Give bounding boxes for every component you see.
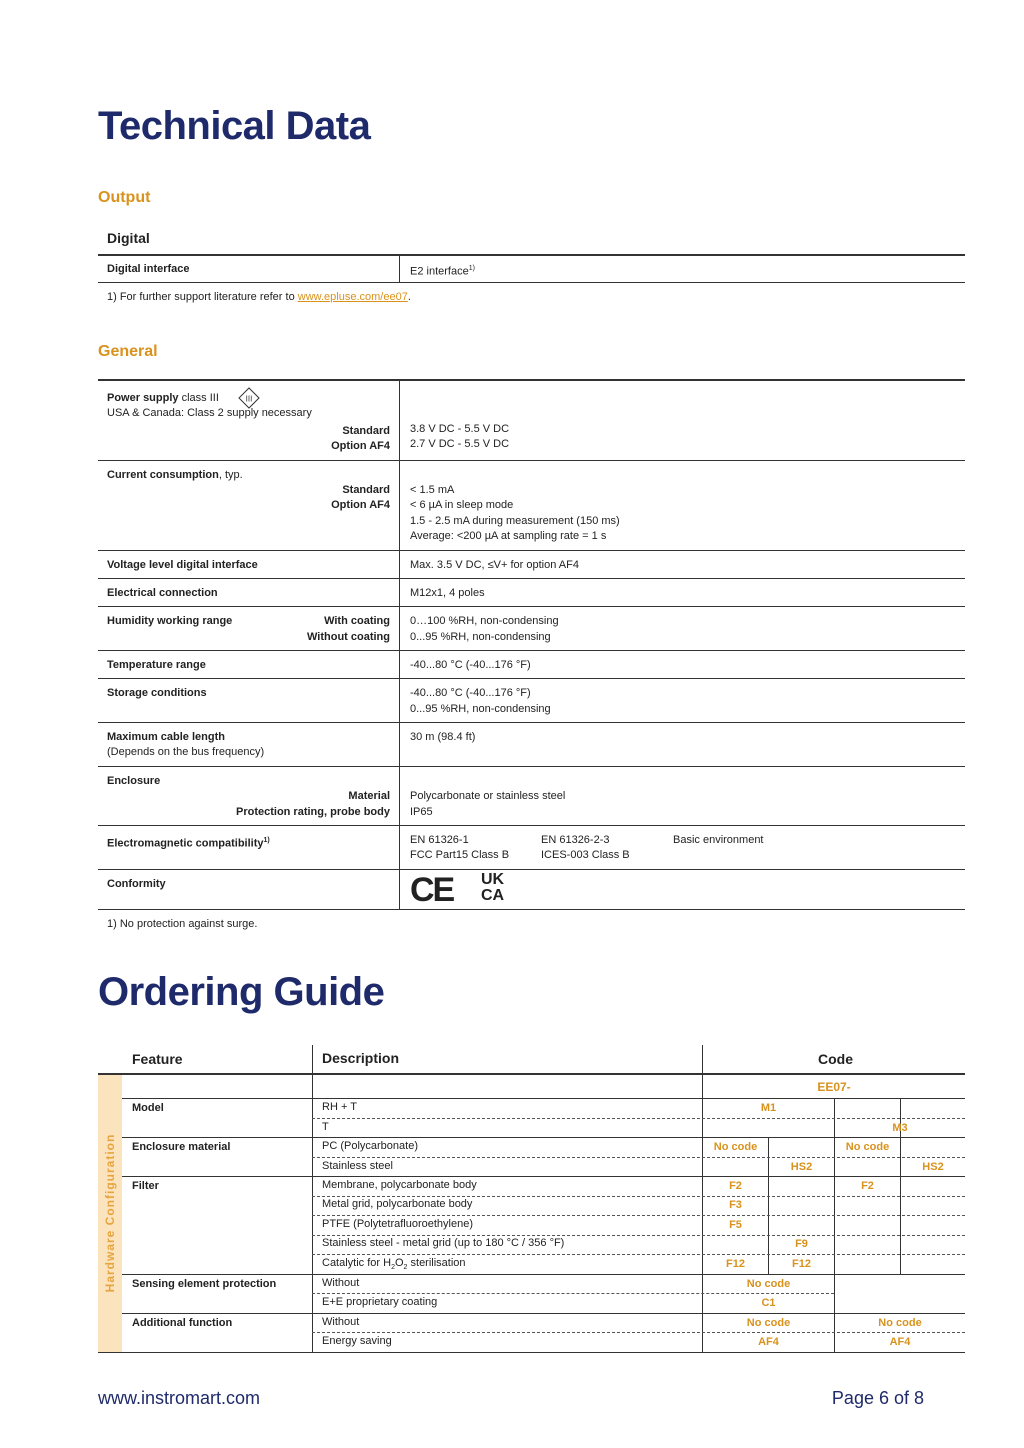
code-f9: F9 — [795, 1238, 808, 1250]
storage-label: Storage conditions — [107, 687, 207, 699]
desc-rh-t: RH + T — [322, 1101, 357, 1113]
emc-value-2: EN 61326-2-3 — [541, 834, 610, 846]
electrical-value: M12x1, 4 poles — [410, 587, 485, 599]
code-nocode-a: No code — [713, 1141, 758, 1153]
col-feature: Feature — [132, 1051, 183, 1067]
desc-ss: Stainless steel — [322, 1160, 393, 1172]
desc-pc: PC (Polycarbonate) — [322, 1140, 418, 1152]
feature-sensing: Sensing element protection — [132, 1278, 277, 1290]
ukca-mark-icon: UK CA — [481, 871, 505, 904]
current-af4-label: Option AF4 — [331, 499, 390, 511]
code-f12-a: F12 — [726, 1258, 745, 1270]
emc-value-3: Basic environment — [673, 834, 764, 846]
divider — [98, 254, 965, 256]
voltage-value: Max. 3.5 V DC, ≤V+ for option AF4 — [410, 559, 579, 571]
code-f5: F5 — [729, 1219, 742, 1231]
code-nocode-b: No code — [845, 1141, 890, 1153]
code-f3: F3 — [729, 1199, 742, 1211]
code-nocode-d: No code — [746, 1317, 791, 1329]
base-code: EE07- — [817, 1080, 851, 1094]
power-supply-note: USA & Canada: Class 2 supply necessary — [107, 407, 312, 419]
general-heading: General — [98, 343, 158, 360]
desc-t: T — [322, 1121, 329, 1133]
digital-interface-value: E2 interface$^{1)}$ — [410, 265, 475, 278]
feature-additional: Additional function — [132, 1317, 233, 1329]
code-hs2-b: HS2 — [922, 1161, 944, 1173]
enclosure-material-label: Material — [348, 790, 390, 802]
power-supply-label: Power supply class III — [107, 392, 219, 404]
digital-heading: Digital — [107, 230, 150, 246]
footnote-link[interactable]: www.epluse.com/ee07 — [297, 291, 408, 303]
ordering-title: Ordering Guide — [98, 970, 385, 1014]
ce-mark-icon: CE — [410, 871, 454, 909]
feature-filter: Filter — [132, 1180, 159, 1192]
code-af4-b: AF4 — [889, 1336, 911, 1348]
page-number: Page 6 of 8 — [831, 1388, 924, 1408]
code-hs2-a: HS2 — [790, 1161, 813, 1173]
code-nocode-e: No code — [878, 1317, 922, 1329]
code-nocode-c: No code — [746, 1278, 791, 1290]
desc-ss-grid: Stainless steel - metal grid (up to 180 °C / 356 °F) — [322, 1237, 565, 1249]
electrical-label: Electrical connection — [107, 587, 218, 599]
enclosure-protection-value: IP65 — [410, 806, 433, 818]
feature-model: Model — [132, 1102, 164, 1114]
conformity-label: Conformity — [107, 878, 166, 890]
storage-value-2: 0...95 %RH, non-condensing — [410, 703, 551, 715]
output-heading: Output — [98, 189, 151, 206]
storage-value-1: -40...80 °C (-40...176 °F) — [410, 687, 531, 699]
desc-metal-grid: Metal grid, polycarbonate body — [322, 1198, 473, 1210]
current-value-3: 1.5 - 2.5 mA during measurement (150 ms) — [410, 515, 620, 527]
current-label: Current consumption, typ. — [107, 469, 243, 481]
power-af4-value: 2.7 V DC - 5.5 V DC — [410, 438, 510, 450]
enclosure-protection-label: Protection rating, probe body — [235, 806, 390, 818]
power-af4-label: Option AF4 — [331, 440, 390, 452]
voltage-label: Voltage level digital interface — [107, 559, 258, 571]
current-value-2: < 6 µA in sleep mode — [410, 499, 514, 511]
emc-label: Electromagnetic compatibility$^{1)}$ — [107, 837, 270, 850]
emc-value-5: ICES-003 Class B — [541, 849, 630, 861]
desc-catalytic: Catalytic for $H_2O_2$ sterilisation — [322, 1257, 466, 1272]
current-value-1: < 1.5 mA — [410, 484, 455, 496]
code-m1: M1 — [760, 1102, 777, 1114]
svg-text:III: III — [245, 394, 253, 404]
col-code: Code — [818, 1051, 853, 1067]
footer-url[interactable]: www.instromart.com — [98, 1388, 261, 1408]
power-standard-label: Standard — [342, 425, 390, 437]
footnote-surge: 1) No protection against surge. — [107, 918, 258, 930]
emc-value-1: EN 61326-1 — [410, 834, 469, 846]
humidity-value-1: 0…100 %RH, non-condensing — [410, 615, 559, 627]
side-label: Hardware Configuration — [103, 1133, 117, 1293]
current-standard-label: Standard — [342, 484, 390, 496]
desc-without-2: Without — [322, 1316, 360, 1328]
humidity-label: Humidity working range — [107, 615, 233, 627]
humidity-with-label: With coating — [324, 615, 390, 627]
emc-value-4: FCC Part15 Class B — [410, 849, 510, 861]
code-f12-b: F12 — [792, 1258, 811, 1270]
desc-membrane: Membrane, polycarbonate body — [322, 1179, 477, 1191]
enclosure-material-value: Polycarbonate or stainless steel — [410, 790, 566, 802]
desc-energy: Energy saving — [322, 1335, 392, 1347]
temperature-label: Temperature range — [107, 659, 206, 671]
footnote: 1) For further support literature refer to www.epluse.com/ee07. — [107, 291, 411, 303]
desc-ptfe: PTFE (Polytetrafluoroethylene) — [322, 1218, 474, 1230]
humidity-value-2: 0...95 %RH, non-condensing — [410, 631, 551, 643]
code-c1: C1 — [761, 1297, 776, 1309]
page-title: Technical Data — [98, 104, 371, 148]
col-description: Description — [322, 1050, 400, 1066]
code-af4-a: AF4 — [758, 1336, 779, 1348]
cable-value: 30 m (98.4 ft) — [410, 731, 476, 743]
current-value-4: Average: <200 µA at sampling rate = 1 s — [410, 530, 607, 542]
code-f2-b: F2 — [861, 1180, 874, 1192]
code-f2-a: F2 — [729, 1180, 742, 1192]
desc-coating: E+E proprietary coating — [322, 1296, 438, 1308]
cable-note: (Depends on the bus frequency) — [107, 746, 265, 758]
digital-interface-label: Digital interface — [107, 263, 190, 275]
code-m3: M3 — [892, 1122, 908, 1134]
enclosure-label: Enclosure — [107, 775, 161, 787]
feature-enclosure: Enclosure material — [132, 1141, 231, 1153]
cable-label: Maximum cable length — [107, 731, 225, 743]
temperature-value: -40...80 °C (-40...176 °F) — [410, 659, 531, 671]
desc-without-1: Without — [322, 1277, 360, 1289]
humidity-without-label: Without coating — [307, 631, 390, 643]
power-standard-value: 3.8 V DC - 5.5 V DC — [410, 423, 510, 435]
